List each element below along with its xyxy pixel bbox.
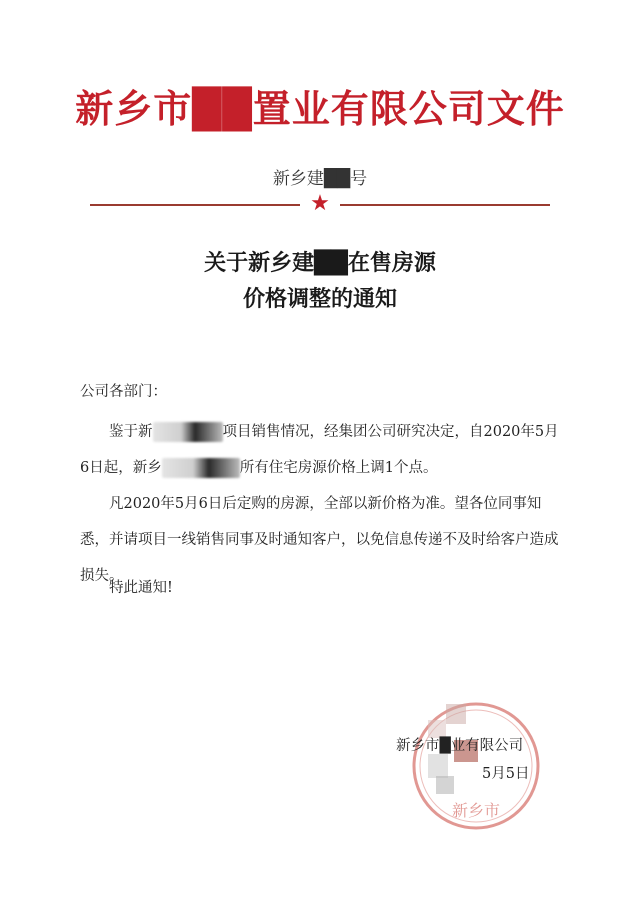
- signing-date: 5月5日: [482, 766, 530, 782]
- red-star-icon: ★: [310, 191, 330, 216]
- seal-text: 新乡市: [451, 801, 501, 820]
- redacted-block: [153, 422, 223, 442]
- notice-title-line-1: 关于新乡建██在售房源: [204, 251, 436, 276]
- salutation: 公司各部门：: [80, 384, 167, 400]
- document-header-title: 新乡市██置业有限公司文件: [75, 87, 565, 131]
- paragraph-1-start: 鉴于新: [109, 424, 153, 440]
- document-number: 新乡建██号: [272, 169, 368, 189]
- paragraph-effective-date: 凡2020年5月6日后定购的房源，全部以新价格为准。望各位同事知悉，并请项目一线销售同事及时通知客户，以免信息传递不及时给客户造成损失。: [80, 496, 559, 584]
- divider-line-right: [340, 204, 550, 206]
- paragraph-1-middle: 项目销售情况，经集团公司研究决定，自2020年5月6日起，新乡: [80, 424, 559, 476]
- notice-title-line-2: 价格调整的通知: [242, 287, 397, 312]
- paragraph-price-adjustment: [80, 414, 560, 486]
- divider-line-left: [90, 204, 300, 206]
- signing-company: 新乡市█业有限公司: [396, 738, 524, 754]
- header-divider: [90, 191, 550, 216]
- paragraph-1-end: 所有住宅房源价格上调1个点。: [239, 460, 438, 476]
- paragraph-closing: 特此通知!: [109, 580, 173, 596]
- redacted-block: [162, 458, 240, 478]
